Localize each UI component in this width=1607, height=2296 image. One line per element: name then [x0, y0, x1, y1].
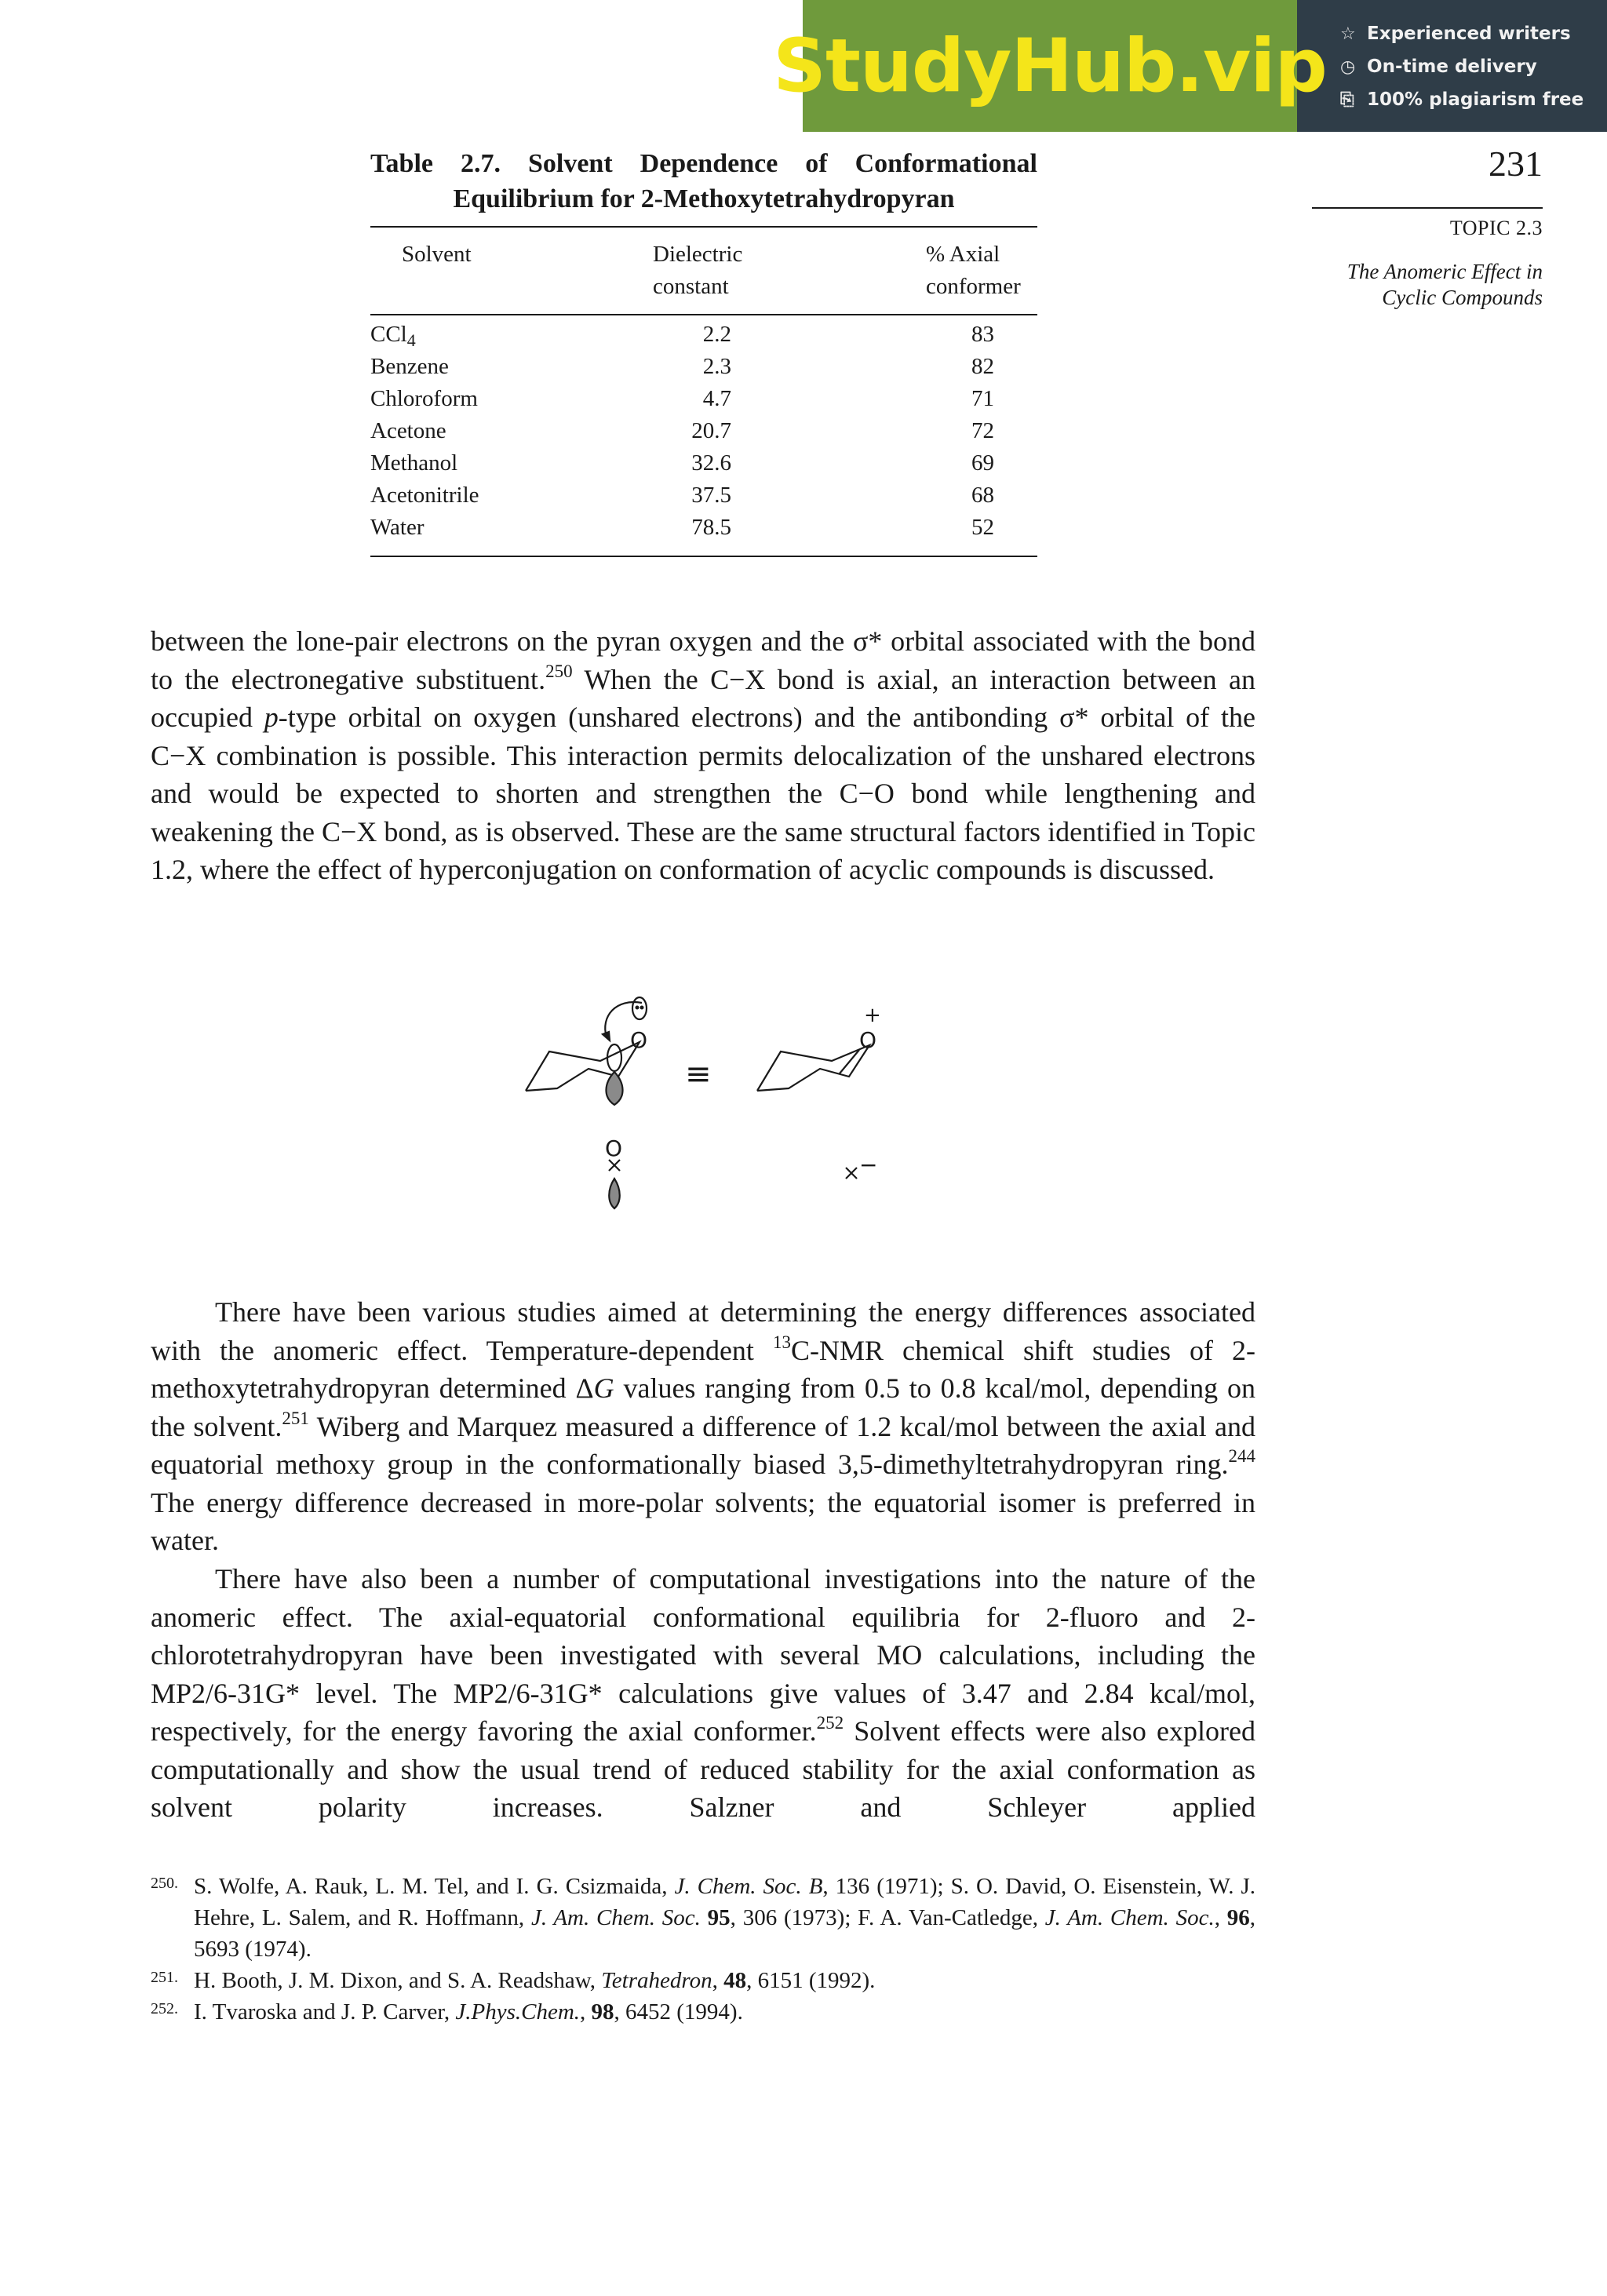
header-axial-line2: conformer [926, 274, 1021, 299]
table-row [370, 483, 1037, 515]
star-icon: ☆ [1340, 24, 1356, 44]
lone-pair-lobe [632, 997, 647, 1019]
caption-word: Table [370, 149, 434, 178]
feature-label: 100% plagiarism free [1367, 89, 1584, 110]
cell-dielectric: 20.7 [691, 418, 731, 443]
caption-word: of [805, 149, 828, 178]
header-axial [926, 239, 1021, 303]
table-header-rule [370, 314, 1037, 315]
running-head-title [1347, 259, 1543, 311]
chair-ring-right [757, 1045, 869, 1091]
running-head-topic: TOPIC 2.3 [1449, 217, 1543, 239]
header-dielectric-line2: constant [653, 274, 729, 299]
arrow-head [603, 1032, 610, 1040]
citation-ref: 250 [545, 661, 573, 681]
footnote: 250. S. Wolfe, A. Rauk, L. M. Tel, and I. G. Csizmaida, J. Chem. Soc. B, 136 (1971); S. O. David, O. Eisenstein, W. J. Hehre, L. Salem, and R. Hoffmann, J. Am. Chem. Soc. 95, 306 (1973); F. A. Van-Catledge, J. Am. Chem. Soc., 96, 5693 (1974). [151, 1871, 1255, 1965]
header-solvent: Solvent [402, 242, 472, 267]
plus-charge: + [864, 1004, 881, 1027]
cell-axial: 83 [971, 322, 994, 347]
citation-ref: 244 [1228, 1446, 1255, 1466]
brand-name: StudyHub.vip [773, 23, 1327, 109]
body-paragraph: between the lone-pair electrons on the pyran oxygen and the σ* orbital associated with the bond to the electronegative substituent.$^{250}$ When the C−X bond is axial, an interaction between an occupied p-type orbital on oxygen (unshared electrons) and the antibonding σ* orbital of the C−X combination is possible. This interaction permits delocalization of the unshared electrons and would be expected to shorten and strengthen the C−O bond while lengthening and weakening the C−X bond, as is observed. These are the same structural factors identified in Topic 1.2, where the effect of hyperconjugation on conformation of acyclic compounds is discussed. [151, 625, 1256, 885]
table-row [370, 386, 1037, 418]
caption-word: Solvent [527, 149, 613, 178]
cell-axial: 52 [971, 515, 994, 540]
feature-item [1340, 17, 1583, 50]
citation-ref: 251 [282, 1408, 309, 1428]
clock-icon: ◷ [1340, 57, 1356, 77]
table-row [370, 418, 1037, 450]
table-row [370, 354, 1037, 386]
cell-axial: 71 [971, 386, 994, 411]
cell-dielectric: 32.6 [691, 450, 731, 476]
footnote-number: 251. [151, 1969, 178, 1986]
footnote: 251. H. Booth, J. M. Dixon, and S. A. Readshaw, Tetrahedron, 48, 6151 (1992). [151, 1965, 1255, 1996]
feature-label: Experienced writers [1367, 24, 1571, 44]
feature-item [1340, 83, 1583, 116]
body-paragraph: There have been various studies aimed at determining the energy differences associated with the anomeric effect. Temperature-dependent $^{13}$C-NMR chemical shift studies of 2-methoxytetrahydropyran determined ΔG values ranging from 0.5 to 0.8 kcal/mol, depending on the solvent.$^{251}$ Wiberg and Marquez measured a difference of 1.2 kcal/mol between the axial and equatorial methoxy group in the conformationally biased 3,5-dimethyltetrahydropyran ring.$^{244}$ The energy difference decreased in more-polar solvents; the equatorial isomer is preferred in water. [151, 1296, 1255, 1556]
header-axial-line1: % Axial [926, 242, 1000, 267]
feature-list [1340, 17, 1583, 116]
promo-banner[interactable] [773, 0, 1607, 132]
cell-dielectric: 37.5 [691, 483, 731, 508]
cell-dielectric: 78.5 [691, 515, 731, 540]
cell-axial: 72 [971, 418, 994, 443]
citation-ref: 252 [816, 1713, 844, 1733]
cell-dielectric: 2.3 [702, 354, 731, 379]
table-row [370, 322, 1037, 354]
feature-label: On-time delivery [1367, 56, 1537, 77]
caption-line2: Equilibrium for 2-Methoxytetrahydropyran [453, 184, 955, 213]
brand-logo[interactable] [773, 0, 1327, 132]
oxygen-label: O [859, 1027, 877, 1053]
body-paragraph: There have also been a number of computational investigations into the nature of the anomeric effect. The axial-equatorial conformational equilibria for 2-fluoro and 2-chlorotetrahydropyran have been investigated with several MO calculations, including the MP2/6-31G* level. The MP2/6-31G* calculations give values of 3.47 and 2.84 kcal/mol, respectively, for the energy favoring the axial conformer.$^{252}$ Solvent effects were also explored computationally and show the usual trend of reduced stability for the axial conformation as solvent polarity increases. Salzner and Schleyer applied [151, 1563, 1255, 1823]
minus-charge: − [859, 1152, 878, 1178]
cell-dielectric: 2.2 [702, 322, 731, 347]
header-dielectric-line1: Dielectric [653, 242, 743, 267]
caption-word: 2.7. [461, 149, 501, 178]
footnote-number: 252. [151, 2000, 178, 2017]
oxygen-label: O [630, 1027, 648, 1053]
table-bottom-rule [370, 556, 1037, 557]
cell-axial: 69 [971, 450, 994, 476]
cell-solvent: Chloroform [370, 386, 478, 411]
table-top-rule [370, 226, 1037, 228]
cell-solvent: Acetone [370, 418, 446, 443]
caption-word: Conformational [855, 149, 1037, 178]
table-row [370, 515, 1037, 547]
header-dielectric [653, 239, 742, 303]
cell-solvent: Methanol [370, 450, 458, 476]
table-caption [370, 146, 1037, 217]
running-head-rule [1312, 207, 1543, 209]
cell-dielectric: 4.7 [702, 386, 731, 411]
feature-item [1340, 50, 1583, 83]
page-number: 231 [1489, 144, 1543, 184]
cell-axial: 68 [971, 483, 994, 508]
equivalence-sign: ≡ [685, 1056, 712, 1092]
cell-solvent: Water [370, 515, 425, 540]
cell-axial: 82 [971, 354, 994, 379]
sigma-star-lobe [606, 1072, 622, 1105]
cell-solvent: CCl$_4$ [370, 322, 416, 350]
footnote-number: 250. [151, 1875, 178, 1892]
running-head-title-line1: The Anomeric Effect in [1346, 260, 1543, 283]
anomeric-orbital-diagram [502, 989, 942, 1224]
cell-solvent: Benzene [370, 354, 449, 379]
document-icon: ⎘ [1340, 90, 1354, 110]
cell-solvent: Acetonitrile [370, 483, 479, 508]
table-row [370, 450, 1037, 483]
footnote: 252. I. Tvaroska and J. P. Carver, J.Phys.Chem., 98, 6452 (1994). [151, 1996, 1255, 2028]
caption-word: Dependence [640, 149, 778, 178]
oxygen-label: O [605, 1135, 623, 1161]
running-head-title-line2: Cyclic Compounds [1382, 286, 1543, 309]
